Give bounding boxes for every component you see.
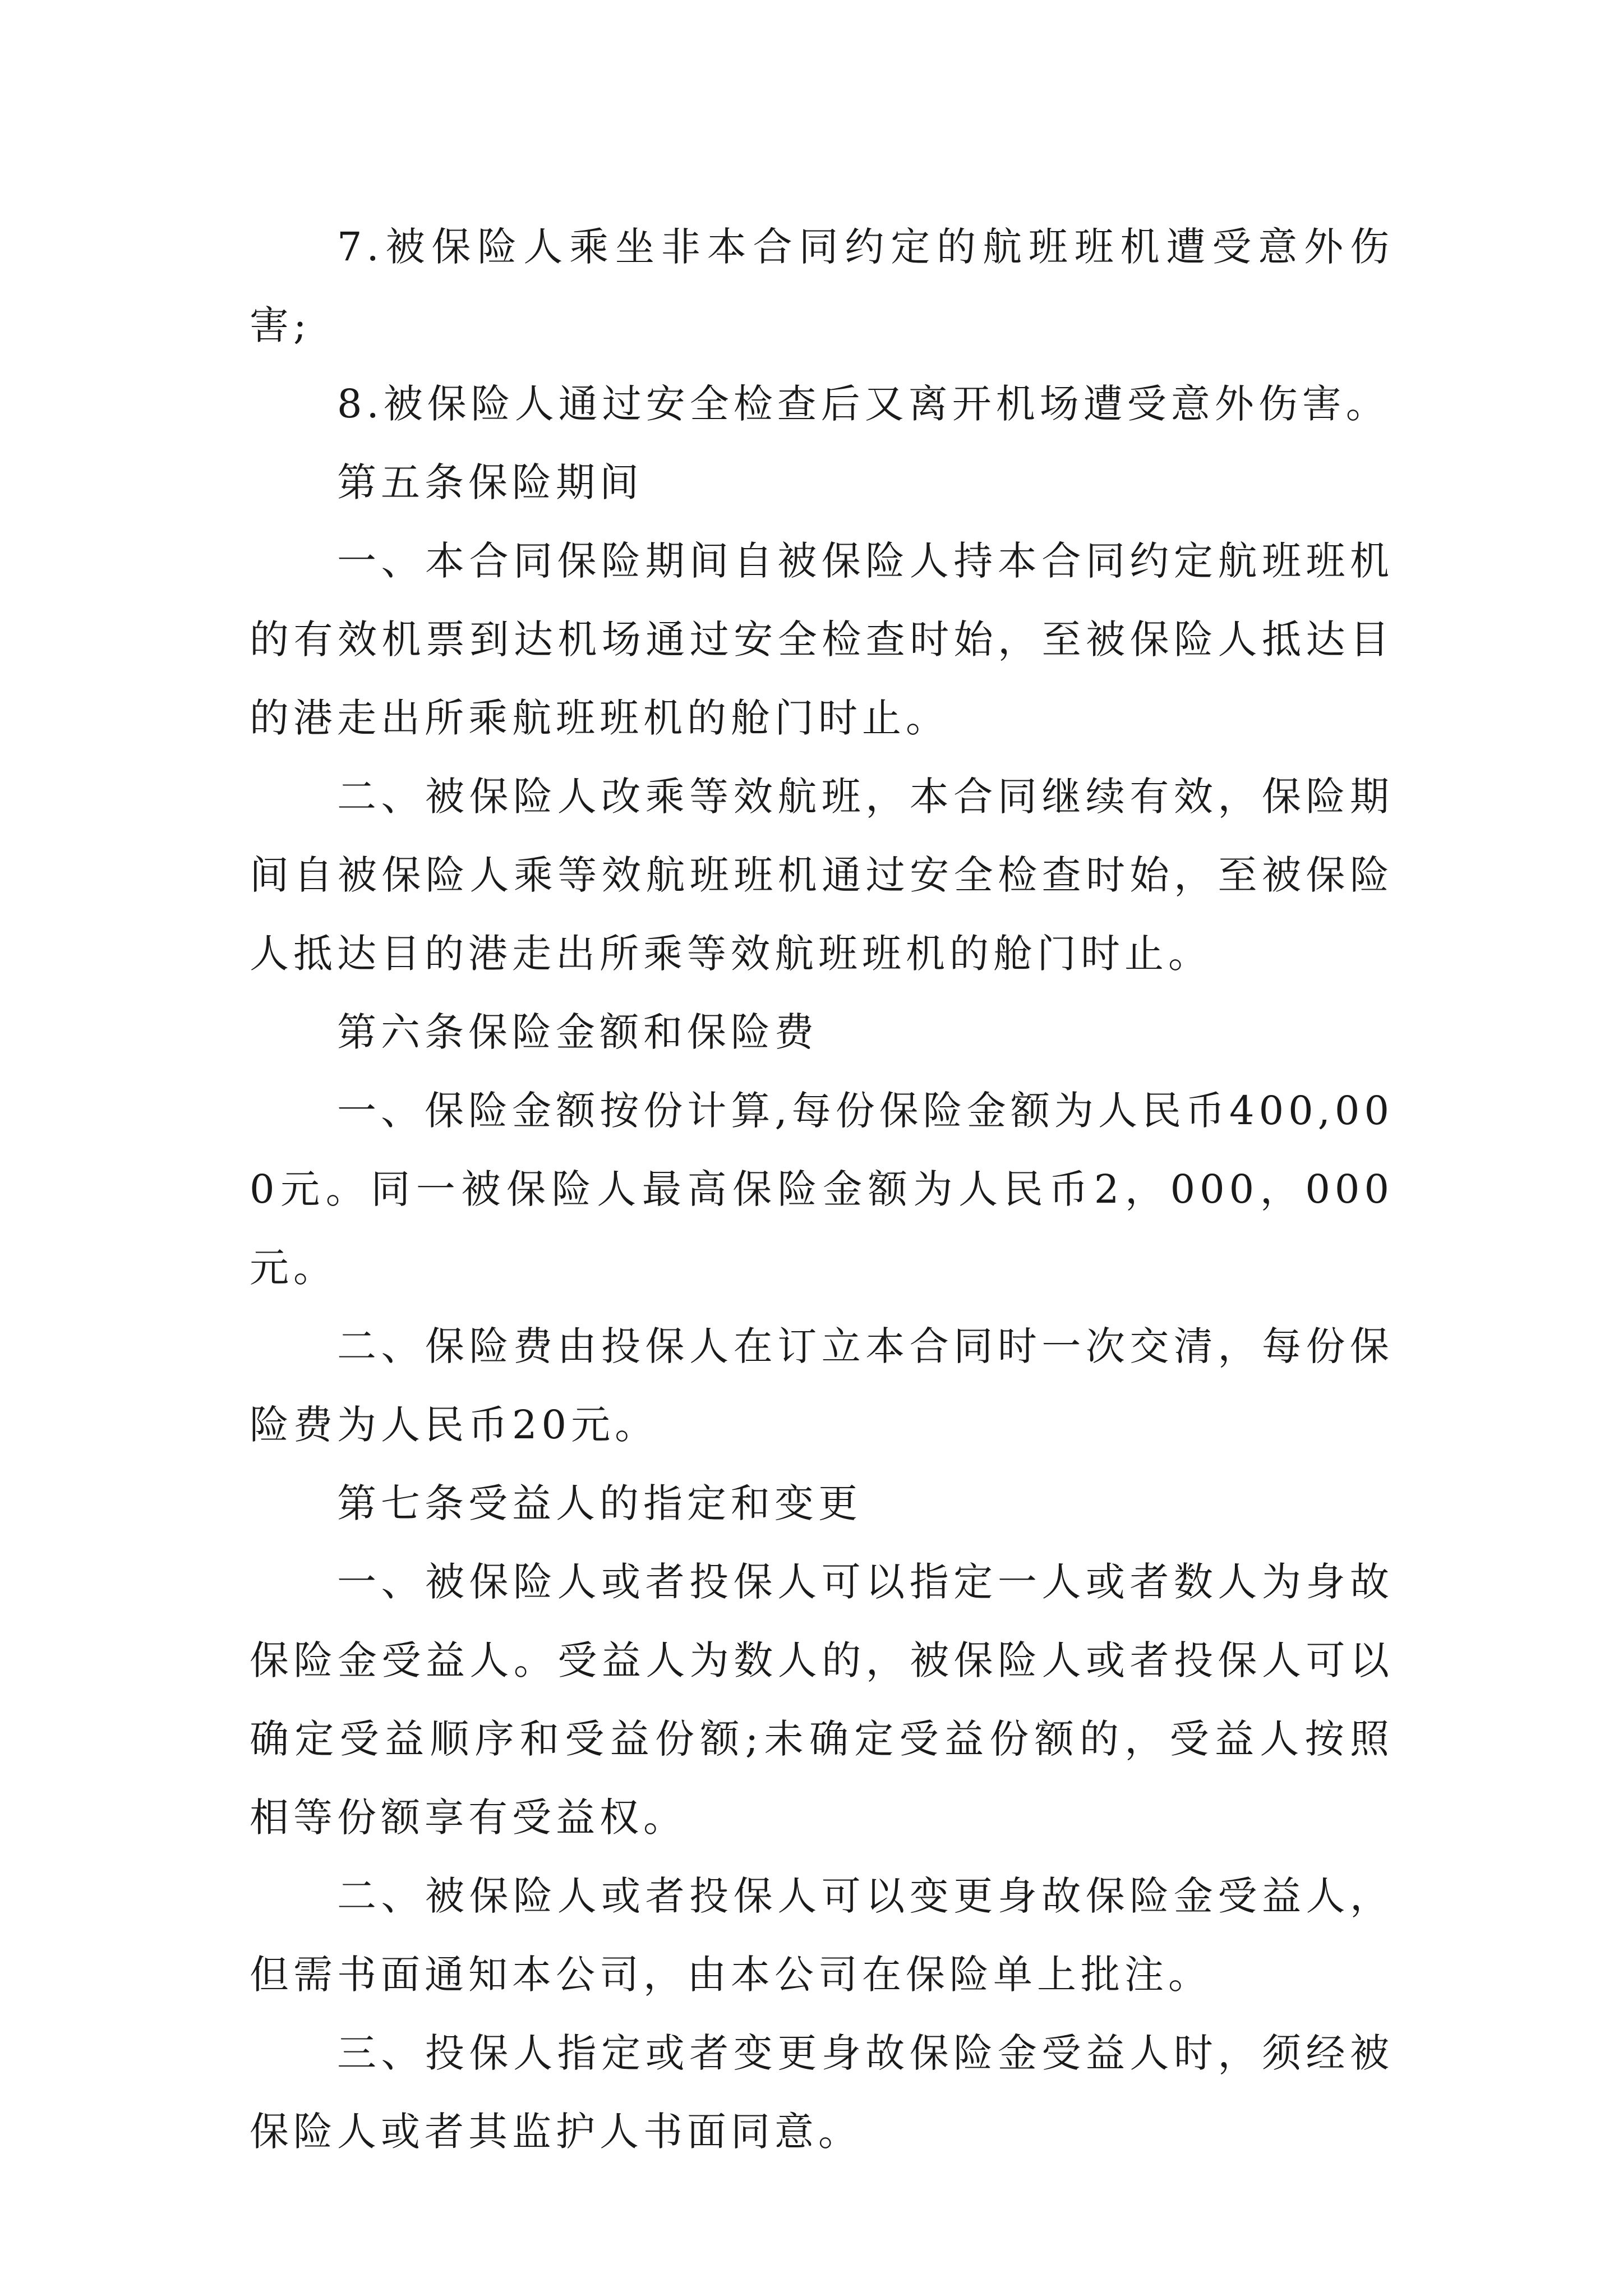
section-heading-article-7: 第七条受益人的指定和变更 [337,1480,862,1526]
paragraph-article-6-item-1: 一、保险金额按份计算,每份保险金额为人民币400,000元。同一被保险人最高保险金额为人民币2，000，000元。 [250,1088,1394,1291]
document-body [250,208,1394,2171]
paragraph-article-5-item-1: 一、本合同保险期间自被保险人持本合同约定航班班机的有效机票到达机场通过安全检查时始，至被保险人抵达目的港走出所乘航班班机的舱门时止。 [250,538,1394,741]
section-heading-article-5: 第五条保险期间 [337,459,643,505]
section-heading-article-6: 第六条保险金额和保险费 [337,1009,818,1055]
paragraph-article-6-item-2: 二、保险费由投保人在订立本合同时一次交清，每份保险费为人民币20元。 [250,1323,1394,1448]
paragraph-clause-8: 8.被保险人通过安全检查后又离开机场遭受意外伤害。 [337,381,1390,427]
paragraph-article-7-item-3: 三、投保人指定或者变更身故保险金受益人时，须经被保险人或者其监护人书面同意。 [250,2030,1394,2155]
paragraph-article-7-item-1: 一、被保险人或者投保人可以指定一人或者数人为身故保险金受益人。受益人为数人的，被保险人或者投保人可以确定受益顺序和受益份额;未确定受益份额的，受益人按照相等份额享有受益权。 [250,1559,1394,1841]
paragraph-article-7-item-2: 二、被保险人或者投保人可以变更身故保险金受益人，但需书面通知本公司，由本公司在保险单上批注。 [250,1873,1394,1998]
paragraph-clause-7: 7.被保险人乘坐非本合同约定的航班班机遭受意外伤害; [250,224,1394,348]
paragraph-article-5-item-2: 二、被保险人改乘等效航班，本合同继续有效，保险期间自被保险人乘等效航班班机通过安全检查时始，至被保险人抵达目的港走出所乘等效航班班机的舱门时止。 [250,774,1394,977]
